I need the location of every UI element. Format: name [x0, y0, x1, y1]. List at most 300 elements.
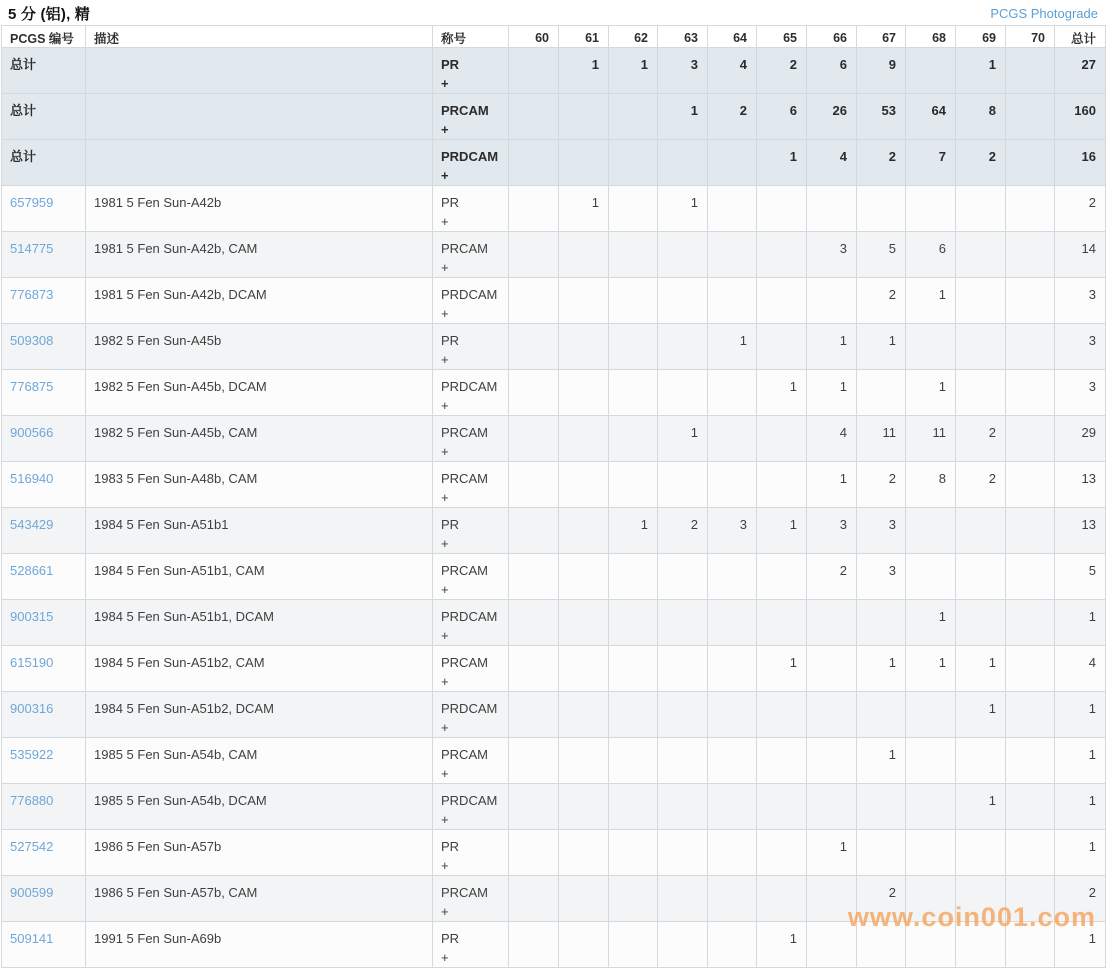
- coin-description: 1986 5 Fen Sun-A57b: [86, 830, 433, 876]
- grade-65-count: 6: [757, 94, 807, 140]
- grade-63-count: [658, 554, 708, 600]
- grade-62-count: [609, 94, 658, 140]
- designation-cell: [433, 922, 509, 968]
- grade-69-count: 2: [956, 416, 1006, 462]
- coin-description: 1982 5 Fen Sun-A45b, CAM: [86, 416, 433, 462]
- grade-68-count: 1: [906, 370, 956, 416]
- grade-60-count: [509, 416, 559, 462]
- plus-indicator: +: [441, 444, 449, 459]
- grade-61-count: [559, 94, 609, 140]
- grade-70-count: [1006, 692, 1055, 738]
- row-total-count: 27: [1055, 48, 1106, 94]
- grade-60-count: [509, 140, 559, 186]
- grade-64-count: [708, 186, 757, 232]
- grade-68-count: 1: [906, 278, 956, 324]
- designation-cell: [433, 738, 509, 784]
- pcgs-number-link[interactable]: 776875: [10, 379, 54, 394]
- pcgs-number-link[interactable]: 900315: [10, 609, 54, 624]
- coin-row: [2, 738, 1106, 784]
- grade-62-count: [609, 830, 658, 876]
- grade-61-count: [559, 416, 609, 462]
- designation-label: PRDCAM: [441, 379, 498, 394]
- row-total-count: 1: [1055, 922, 1106, 968]
- designation-label: PRDCAM: [441, 701, 498, 716]
- grade-67-count: 5: [857, 232, 906, 278]
- designation-label: PRDCAM: [441, 287, 498, 302]
- grade-68-count: [906, 784, 956, 830]
- plus-indicator: +: [441, 582, 449, 597]
- designation-label: PRCAM: [441, 563, 488, 578]
- coin-description: 1982 5 Fen Sun-A45b: [86, 324, 433, 370]
- plus-indicator: +: [441, 766, 449, 781]
- row-total-count: 29: [1055, 416, 1106, 462]
- grade-65-count: [757, 186, 807, 232]
- grade-67-count: 3: [857, 554, 906, 600]
- pcgs-number-cell: [2, 370, 86, 416]
- pcgs-number-cell: [2, 140, 86, 186]
- plus-indicator: +: [441, 628, 449, 643]
- pcgs-number-cell: [2, 876, 86, 922]
- pcgs-number-link[interactable]: 514775: [10, 241, 54, 256]
- grade-68-count: [906, 738, 956, 784]
- grade-67-count: [857, 922, 906, 968]
- grade-65-count: 1: [757, 370, 807, 416]
- grade-63-count: [658, 784, 708, 830]
- grade-61-count: [559, 140, 609, 186]
- grade-70-count: [1006, 324, 1055, 370]
- designation-cell: [433, 416, 509, 462]
- grade-69-count: 1: [956, 48, 1006, 94]
- grade-60-count: [509, 738, 559, 784]
- coin-description: 1984 5 Fen Sun-A51b1, CAM: [86, 554, 433, 600]
- grade-64-count: [708, 876, 757, 922]
- pcgs-number-link[interactable]: 900566: [10, 425, 54, 440]
- grade-69-count: 1: [956, 692, 1006, 738]
- plus-indicator: +: [441, 352, 449, 367]
- pcgs-number-cell: [2, 646, 86, 692]
- totals-label: 总计: [10, 57, 37, 72]
- grade-64-count: 3: [708, 508, 757, 554]
- grade-60-count: [509, 232, 559, 278]
- grade-64-count: [708, 600, 757, 646]
- col-header-pcgs-number: PCGS 编号: [2, 26, 86, 48]
- grade-67-count: [857, 692, 906, 738]
- grade-61-count: [559, 462, 609, 508]
- coin-description: 1981 5 Fen Sun-A42b: [86, 186, 433, 232]
- col-header-grade-63: 63: [658, 26, 708, 48]
- grade-60-count: [509, 600, 559, 646]
- grade-63-count: [658, 600, 708, 646]
- grade-67-count: 1: [857, 324, 906, 370]
- grade-63-count: 1: [658, 416, 708, 462]
- plus-indicator: +: [441, 950, 449, 965]
- grade-60-count: [509, 646, 559, 692]
- coin-description: 1984 5 Fen Sun-A51b2, DCAM: [86, 692, 433, 738]
- grade-60-count: [509, 784, 559, 830]
- grade-67-count: 2: [857, 278, 906, 324]
- designation-cell: [433, 508, 509, 554]
- coin-row: [2, 232, 1106, 278]
- grade-70-count: [1006, 876, 1055, 922]
- pcgs-number-link[interactable]: 900599: [10, 885, 54, 900]
- designation-label: PR: [441, 839, 460, 854]
- grade-60-count: [509, 324, 559, 370]
- plus-indicator: +: [441, 214, 449, 229]
- pcgs-number-cell: [2, 186, 86, 232]
- grade-64-count: [708, 232, 757, 278]
- watermark: www.coin001.com: [847, 902, 1096, 932]
- coin-row: [2, 600, 1106, 646]
- row-total-count: 16: [1055, 140, 1106, 186]
- grade-64-count: [708, 922, 757, 968]
- grade-65-count: [757, 738, 807, 784]
- grade-70-count: [1006, 508, 1055, 554]
- grade-68-count: [906, 508, 956, 554]
- grade-63-count: 1: [658, 94, 708, 140]
- col-header-grade-66: 66: [807, 26, 857, 48]
- grade-65-count: 1: [757, 922, 807, 968]
- grade-63-count: [658, 876, 708, 922]
- row-total-count: 3: [1055, 278, 1106, 324]
- grade-70-count: [1006, 278, 1055, 324]
- grade-70-count: [1006, 48, 1055, 94]
- grade-62-count: [609, 554, 658, 600]
- grade-62-count: [609, 922, 658, 968]
- grade-67-count: 3: [857, 508, 906, 554]
- grade-62-count: [609, 738, 658, 784]
- grade-65-count: [757, 416, 807, 462]
- grade-63-count: [658, 140, 708, 186]
- grade-66-count: 1: [807, 462, 857, 508]
- grade-63-count: 2: [658, 508, 708, 554]
- grade-66-count: [807, 186, 857, 232]
- grade-62-count: 1: [609, 48, 658, 94]
- grade-69-count: [956, 324, 1006, 370]
- grade-62-count: [609, 324, 658, 370]
- coin-description: 1991 5 Fen Sun-A69b: [86, 922, 433, 968]
- grade-69-count: [956, 600, 1006, 646]
- designation-cell: [433, 140, 509, 186]
- grade-61-count: [559, 554, 609, 600]
- grade-65-count: 2: [757, 48, 807, 94]
- grade-62-count: [609, 232, 658, 278]
- grade-70-count: [1006, 554, 1055, 600]
- grade-70-count: [1006, 140, 1055, 186]
- grade-68-count: [906, 876, 956, 922]
- grade-62-count: [609, 692, 658, 738]
- grade-62-count: [609, 278, 658, 324]
- grade-60-count: [509, 922, 559, 968]
- grade-65-count: [757, 830, 807, 876]
- grade-66-count: [807, 646, 857, 692]
- row-total-count: 1: [1055, 738, 1106, 784]
- pcgs-number-cell: [2, 738, 86, 784]
- grade-65-count: 1: [757, 646, 807, 692]
- pcgs-number-link[interactable]: 615190: [10, 655, 54, 670]
- row-total-count: 1: [1055, 692, 1106, 738]
- grade-61-count: 1: [559, 48, 609, 94]
- coin-row: [2, 646, 1106, 692]
- designation-cell: [433, 784, 509, 830]
- grade-68-count: 11: [906, 416, 956, 462]
- coin-description: 1983 5 Fen Sun-A48b, CAM: [86, 462, 433, 508]
- grade-68-count: [906, 830, 956, 876]
- designation-label: PR: [441, 57, 460, 72]
- coin-description: 1982 5 Fen Sun-A45b, DCAM: [86, 370, 433, 416]
- grade-64-count: [708, 370, 757, 416]
- pcgs-number-link[interactable]: 776873: [10, 287, 54, 302]
- grade-68-count: 1: [906, 600, 956, 646]
- grade-61-count: [559, 876, 609, 922]
- designation-cell: [433, 186, 509, 232]
- grade-60-count: [509, 830, 559, 876]
- grade-63-count: 3: [658, 48, 708, 94]
- grade-69-count: 1: [956, 784, 1006, 830]
- header-row: [2, 26, 1106, 48]
- plus-indicator: +: [441, 260, 449, 275]
- grade-65-count: 1: [757, 140, 807, 186]
- totals-label: 总计: [10, 103, 37, 118]
- grade-60-count: [509, 508, 559, 554]
- designation-label: PRCAM: [441, 241, 488, 256]
- designation-label: PR: [441, 931, 460, 946]
- pcgs-number-cell: [2, 278, 86, 324]
- pcgs-number-link[interactable]: 657959: [10, 195, 54, 210]
- coin-row: [2, 416, 1106, 462]
- grade-63-count: [658, 232, 708, 278]
- col-header-grade-64: 64: [708, 26, 757, 48]
- designation-cell: [433, 370, 509, 416]
- designation-cell: [433, 692, 509, 738]
- pcgs-number-link[interactable]: 900316: [10, 701, 54, 716]
- grade-69-count: [956, 508, 1006, 554]
- grade-62-count: [609, 784, 658, 830]
- pcgs-number-cell: [2, 508, 86, 554]
- grade-65-count: [757, 692, 807, 738]
- designation-cell: [433, 554, 509, 600]
- grade-63-count: [658, 922, 708, 968]
- designation-cell: [433, 876, 509, 922]
- grade-70-count: [1006, 94, 1055, 140]
- pcgs-number-link[interactable]: 527542: [10, 839, 54, 854]
- grade-64-count: 4: [708, 48, 757, 94]
- grade-66-count: [807, 922, 857, 968]
- grade-70-count: [1006, 232, 1055, 278]
- designation-label: PRDCAM: [441, 149, 499, 164]
- coin-description: [86, 48, 433, 94]
- grade-67-count: [857, 370, 906, 416]
- grade-66-count: [807, 876, 857, 922]
- coin-row: [2, 278, 1106, 324]
- plus-indicator: +: [441, 168, 449, 183]
- pcgs-number-cell: [2, 232, 86, 278]
- grade-63-count: 1: [658, 186, 708, 232]
- grade-60-count: [509, 554, 559, 600]
- coin-row: [2, 554, 1106, 600]
- row-total-count: 13: [1055, 462, 1106, 508]
- grade-65-count: [757, 554, 807, 600]
- col-header-grade-70: 70: [1006, 26, 1055, 48]
- grade-60-count: [509, 370, 559, 416]
- grade-66-count: 3: [807, 508, 857, 554]
- grade-62-count: [609, 140, 658, 186]
- grade-60-count: [509, 278, 559, 324]
- grade-61-count: [559, 600, 609, 646]
- row-total-count: 4: [1055, 646, 1106, 692]
- pcgs-number-link[interactable]: 776880: [10, 793, 54, 808]
- plus-indicator: +: [441, 858, 449, 873]
- grade-69-count: [956, 830, 1006, 876]
- col-header-total: 总计: [1055, 26, 1106, 48]
- grade-61-count: [559, 830, 609, 876]
- pcgs-number-link[interactable]: 516940: [10, 471, 54, 486]
- grade-63-count: [658, 646, 708, 692]
- grade-67-count: 53: [857, 94, 906, 140]
- grade-69-count: [956, 554, 1006, 600]
- grade-70-count: [1006, 738, 1055, 784]
- grade-61-count: 1: [559, 186, 609, 232]
- coin-description: 1984 5 Fen Sun-A51b1: [86, 508, 433, 554]
- grade-64-count: [708, 554, 757, 600]
- plus-indicator: +: [441, 490, 449, 505]
- grade-66-count: [807, 784, 857, 830]
- grade-69-count: [956, 186, 1006, 232]
- grade-67-count: 9: [857, 48, 906, 94]
- grade-63-count: [658, 462, 708, 508]
- grade-69-count: [956, 738, 1006, 784]
- coin-row: [2, 922, 1106, 968]
- coin-row: [2, 186, 1106, 232]
- grade-62-count: [609, 876, 658, 922]
- row-total-count: 160: [1055, 94, 1106, 140]
- grade-67-count: 11: [857, 416, 906, 462]
- designation-cell: [433, 48, 509, 94]
- coin-description: [86, 94, 433, 140]
- col-header-grade-68: 68: [906, 26, 956, 48]
- pcgs-number-link[interactable]: 509308: [10, 333, 54, 348]
- page-header: [0, 0, 1106, 25]
- pcgs-number-link[interactable]: 543429: [10, 517, 54, 532]
- grade-65-count: [757, 462, 807, 508]
- plus-indicator: +: [441, 904, 449, 919]
- grade-65-count: [757, 784, 807, 830]
- grade-62-count: 1: [609, 508, 658, 554]
- grade-69-count: 8: [956, 94, 1006, 140]
- grade-62-count: [609, 462, 658, 508]
- grade-64-count: [708, 140, 757, 186]
- designation-label: PRCAM: [441, 471, 488, 486]
- grade-60-count: [509, 94, 559, 140]
- grade-64-count: [708, 646, 757, 692]
- grade-62-count: [609, 186, 658, 232]
- plus-indicator: +: [441, 122, 449, 137]
- pcgs-number-cell: [2, 600, 86, 646]
- grade-65-count: [757, 278, 807, 324]
- grade-60-count: [509, 876, 559, 922]
- grade-64-count: [708, 830, 757, 876]
- row-total-count: 1: [1055, 600, 1106, 646]
- pcgs-number-cell: [2, 830, 86, 876]
- grade-69-count: [956, 232, 1006, 278]
- grade-70-count: [1006, 186, 1055, 232]
- grade-61-count: [559, 646, 609, 692]
- col-header-grade-69: 69: [956, 26, 1006, 48]
- totals-row: [2, 94, 1106, 140]
- grade-65-count: 1: [757, 508, 807, 554]
- row-total-count: 5: [1055, 554, 1106, 600]
- pcgs-number-cell: [2, 324, 86, 370]
- grade-68-count: 64: [906, 94, 956, 140]
- col-header-grade-65: 65: [757, 26, 807, 48]
- grade-69-count: [956, 922, 1006, 968]
- grade-61-count: [559, 738, 609, 784]
- coin-description: 1984 5 Fen Sun-A51b2, CAM: [86, 646, 433, 692]
- grade-66-count: 4: [807, 416, 857, 462]
- population-table: [1, 25, 1106, 968]
- grade-68-count: [906, 554, 956, 600]
- designation-cell: [433, 278, 509, 324]
- designation-label: PRDCAM: [441, 609, 498, 624]
- coin-row: [2, 830, 1106, 876]
- grade-70-count: [1006, 922, 1055, 968]
- totals-row: [2, 140, 1106, 186]
- grade-62-count: [609, 416, 658, 462]
- grade-69-count: [956, 370, 1006, 416]
- grade-61-count: [559, 232, 609, 278]
- pcgs-number-link[interactable]: 528661: [10, 563, 54, 578]
- plus-indicator: +: [441, 720, 449, 735]
- grade-64-count: [708, 416, 757, 462]
- designation-label: PRCAM: [441, 103, 489, 118]
- coin-description: 1985 5 Fen Sun-A54b, CAM: [86, 738, 433, 784]
- pcgs-number-cell: [2, 922, 86, 968]
- table-body: [2, 48, 1106, 968]
- pcgs-photograde-link[interactable]: PCGS Photograde: [990, 6, 1098, 21]
- grade-63-count: [658, 830, 708, 876]
- grade-64-count: [708, 784, 757, 830]
- grade-66-count: 2: [807, 554, 857, 600]
- pcgs-number-link[interactable]: 509141: [10, 931, 54, 946]
- coin-row: [2, 784, 1106, 830]
- pcgs-number-cell: [2, 416, 86, 462]
- grade-65-count: [757, 876, 807, 922]
- grade-67-count: 2: [857, 876, 906, 922]
- grade-66-count: 26: [807, 94, 857, 140]
- grade-63-count: [658, 278, 708, 324]
- grade-64-count: [708, 462, 757, 508]
- grade-68-count: 6: [906, 232, 956, 278]
- designation-label: PRCAM: [441, 885, 488, 900]
- grade-68-count: [906, 186, 956, 232]
- coin-row: [2, 324, 1106, 370]
- grade-61-count: [559, 370, 609, 416]
- pcgs-number-link[interactable]: 535922: [10, 747, 54, 762]
- designation-cell: [433, 830, 509, 876]
- pcgs-number-cell: [2, 554, 86, 600]
- coin-row: [2, 508, 1106, 554]
- grade-61-count: [559, 278, 609, 324]
- pcgs-number-cell: [2, 784, 86, 830]
- grade-69-count: [956, 278, 1006, 324]
- coin-row: [2, 370, 1106, 416]
- pcgs-number-cell: [2, 94, 86, 140]
- coin-row: [2, 692, 1106, 738]
- grade-60-count: [509, 692, 559, 738]
- grade-70-count: [1006, 830, 1055, 876]
- grade-66-count: 1: [807, 830, 857, 876]
- grade-67-count: [857, 784, 906, 830]
- grade-66-count: [807, 600, 857, 646]
